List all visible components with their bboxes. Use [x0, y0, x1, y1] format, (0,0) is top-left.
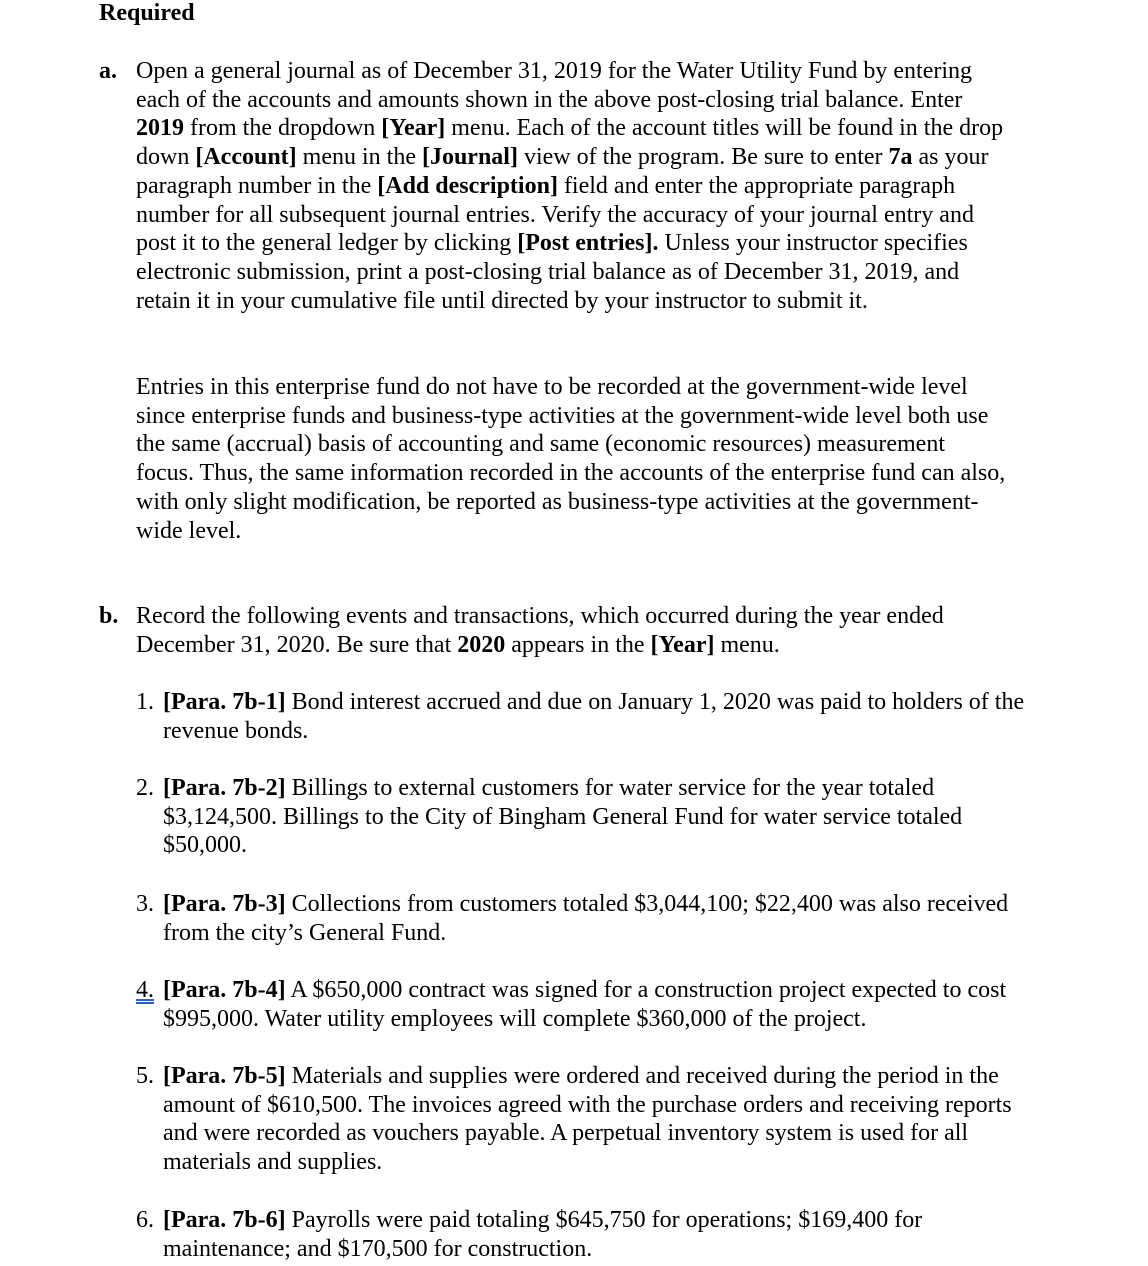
paragraph-ref: [Para. 7b-6]	[163, 1207, 286, 1233]
bold-term: 7a	[888, 144, 913, 171]
paragraph-ref: [Para. 7b-1]	[163, 689, 286, 715]
item-text: Billings to external customers for water service for the year totaled $3,124,500. Billings to the City of Bingham General Fund for water service totaled $50,000.	[163, 775, 963, 859]
text-run: as your paragraph number in the	[136, 144, 989, 199]
item-number: 4.	[136, 977, 154, 1003]
item-text: Payrolls were paid totaling $645,750 for operations; $169,400 for maintenance; and $170,500 for construction.	[163, 1207, 923, 1262]
transaction-item-4	[136, 976, 1033, 1033]
section-a-instructions	[136, 57, 1006, 315]
section-a-note: Entries in this enterprise fund do not have to be recorded at the government-wide level since enterprise funds and business-type activities at the government-wide level both use the same (accrual) basis of accounting and same (economic resources) measurement focus. Thus, the same information recorded in the accounts of the enterprise fund can also, with only slight modification, be reported as business-type activities at the government-wide level.	[136, 374, 1006, 544]
bold-term: 2020	[457, 631, 506, 658]
transaction-item-3	[136, 890, 1033, 947]
text-run: view of the program. Be sure to enter	[517, 144, 889, 171]
text-run: Open a general journal as of December 31, 2019 for the Water Utility Fund by entering each of the accounts and amounts shown in the above post-closing trial balance. Enter	[136, 58, 973, 113]
text-run: field and enter the appropriate paragraph number for all subsequent journal entries. Verify the accuracy of your journal entry and post it to the general ledger by clicking	[136, 172, 974, 257]
section-a-label: a.	[99, 58, 117, 84]
transaction-item-1	[136, 688, 1033, 745]
item-number: 1.	[136, 689, 154, 715]
transaction-item-6	[136, 1206, 1033, 1263]
item-text: Materials and supplies were ordered and received during the period in the amount of $610,500. The invoices agreed with the purchase orders and receiving reports and were recorded as vouchers payable. A perpetual inventory system is used for all materials and supplies.	[163, 1063, 1012, 1176]
bold-term: [Add description]	[377, 172, 558, 199]
section-b-intro	[136, 602, 1006, 659]
text-run: menu. Each of the account titles will be found in the drop down	[136, 115, 1004, 171]
text-run: from the dropdown	[184, 115, 382, 142]
item-number: 6.	[136, 1207, 154, 1233]
required-heading: Required	[99, 0, 195, 26]
text-run: appears in the	[505, 631, 651, 658]
bold-term: [Account]	[195, 144, 297, 171]
bold-term: 2019	[136, 115, 184, 142]
paragraph-ref: [Para. 7b-2]	[163, 775, 286, 801]
item-text: Collections from customers totaled $3,044,100; $22,400 was also received from the city’s General Fund.	[163, 891, 1009, 946]
transaction-item-5	[136, 1062, 1033, 1177]
section-b-label: b.	[99, 603, 119, 629]
item-text: Bond interest accrued and due on January 1, 2020 was paid to holders of the revenue bonds.	[163, 689, 1025, 744]
paragraph-ref: [Para. 7b-3]	[163, 891, 286, 917]
bold-term: [Post entries].	[517, 230, 659, 257]
bold-term: [Journal]	[421, 144, 518, 171]
transaction-item-2	[136, 774, 1033, 860]
text-run: Record the following events and transactions, which occurred during the year ended December 31, 2020. Be sure that	[136, 603, 944, 658]
bold-term: [Year]	[381, 115, 446, 142]
bold-term: [Year]	[650, 631, 715, 658]
text-run: menu.	[714, 631, 780, 658]
text-run: Unless your instructor specifies electronic submission, print a post-closing trial balance as of December 31, 2019, and retain it in your cumulative file until directed by your instructor to submit it.	[136, 230, 968, 314]
item-text: A $650,000 contract was signed for a construction project expected to cost $995,000. Water utility employees will complete $360,000 of the project.	[163, 977, 1007, 1032]
paragraph-ref: [Para. 7b-4]	[163, 977, 286, 1003]
item-number: 3.	[136, 891, 154, 917]
item-number: 2.	[136, 775, 154, 801]
text-run: menu in the	[296, 144, 422, 171]
item-number: 5.	[136, 1063, 154, 1089]
paragraph-ref: [Para. 7b-5]	[163, 1063, 286, 1089]
